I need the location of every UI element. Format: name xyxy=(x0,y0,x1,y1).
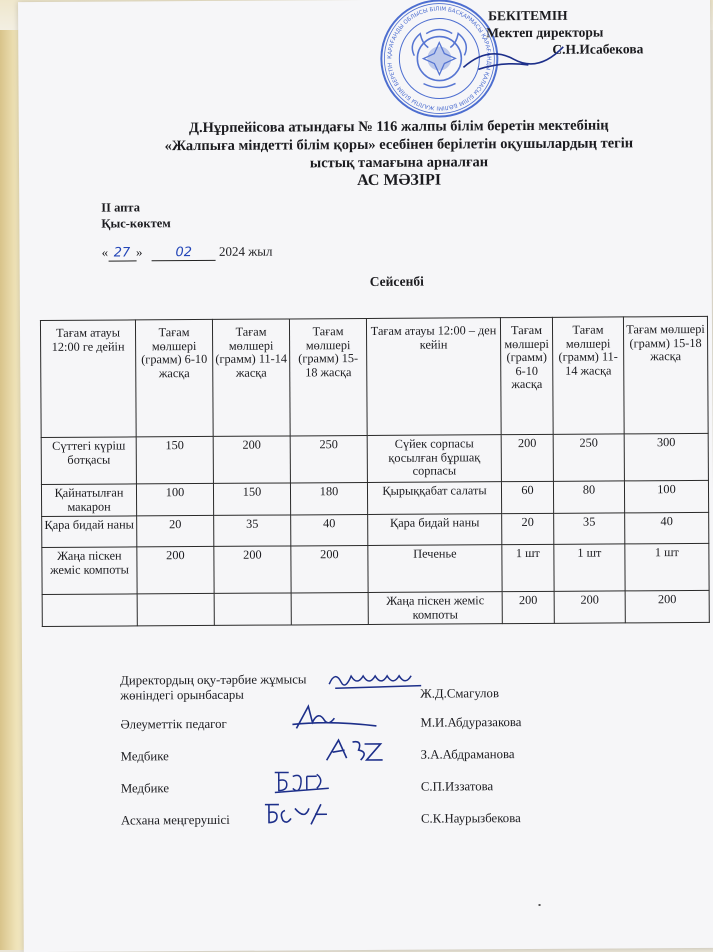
signatory-name: М.И.Абдуразакова xyxy=(420,715,522,730)
signatory-name: С.П.Иззатова xyxy=(420,779,494,794)
table-cell: 100 xyxy=(136,483,213,515)
table-cell xyxy=(137,593,214,625)
table-header-row xyxy=(40,316,708,437)
table-cell: Қырыққабат салаты xyxy=(367,482,501,515)
table-header: Тағам мөлшері (грамм) 6-10 жасқа xyxy=(135,319,213,436)
title-line-3: ыстық тамағына арналған xyxy=(309,154,489,172)
date-month: 02 xyxy=(152,245,216,261)
table-cell: 300 xyxy=(624,433,708,481)
table-cell: 35 xyxy=(214,515,291,546)
signature-deputy xyxy=(325,664,425,699)
table-cell: 100 xyxy=(624,480,708,513)
approval-name: С.Н.Исабекова xyxy=(552,41,644,57)
table-cell: 40 xyxy=(625,512,709,544)
table-cell: 1 шт xyxy=(502,544,554,591)
signatory-name: Ж.Д.Смагулов xyxy=(420,686,500,701)
table-cell xyxy=(214,593,291,625)
table-cell: 200 xyxy=(213,436,290,483)
director-signature xyxy=(458,39,568,80)
title-line-4: АС МӘЗІРІ xyxy=(357,171,442,190)
signature-social-pedagogue xyxy=(290,702,380,733)
table-row xyxy=(41,480,708,516)
table-cell: 150 xyxy=(136,436,213,483)
table-cell: 80 xyxy=(553,481,624,513)
signatory-name: З.А.Абдраманова xyxy=(420,747,515,762)
date-year: 2024 жыл xyxy=(218,243,273,259)
table-cell: 40 xyxy=(291,514,368,545)
table-cell: 250 xyxy=(553,434,624,481)
table-cell: Жаңа піскен жеміс компоты xyxy=(42,547,137,595)
table-cell: 200 xyxy=(137,546,214,593)
table-header: Тағам мөлшері (грамм) 11-14 жасқа xyxy=(552,317,624,434)
table-cell: 200 xyxy=(554,591,625,623)
approval-position: Мектеп директоры xyxy=(486,24,604,41)
signatory-role: Медбике xyxy=(120,749,169,764)
table-cell: 1 шт xyxy=(625,543,709,591)
date-open-quote: « xyxy=(101,244,109,260)
table-cell: 20 xyxy=(137,515,214,546)
table-cell: 150 xyxy=(213,483,290,515)
table-cell: 20 xyxy=(502,513,554,544)
date-day: 27 xyxy=(108,245,136,261)
table-cell: 200 xyxy=(502,591,554,623)
signature-nurse-2 xyxy=(271,768,331,796)
date-close-quote: » xyxy=(135,244,143,260)
table-cell xyxy=(42,594,137,627)
signatory-role: Директордың оқу-тәрбие жұмысы жөніндегі орынбасары xyxy=(120,672,307,703)
svg-text:ҚАРАҒАНДЫ ОБЛЫСЫ БІЛІМ БАСҚАРМ: ҚАРАҒАНДЫ ОБЛЫСЫ БІЛІМ БАСҚАРМАСЫ ҚАРАҒАНДЫ ҚАЛАСЫ БІЛІМ БӨЛІМІ ЖАЛПЫ БІЛІМ БЕРЕТІН xyxy=(387,6,492,111)
season-label: Қыс-көктем xyxy=(101,216,171,231)
paper-speck xyxy=(539,904,541,906)
table-cell: 180 xyxy=(290,482,367,514)
table-row xyxy=(42,543,709,594)
table-cell: Қайнатылған макарон xyxy=(41,484,136,517)
table-cell: 60 xyxy=(501,481,553,513)
title-line-1: Д.Нұрпейісова атындағы № 116 жалпы білім беретін мектебінің xyxy=(188,117,609,137)
table-cell: Жаңа піскен жеміс компоты xyxy=(368,592,502,625)
table-header: Тағам атауы 12:00 – ден кейін xyxy=(366,318,501,436)
table-cell: 1 шт xyxy=(554,544,625,591)
table-cell: Печенье xyxy=(368,545,502,593)
document-title xyxy=(119,116,679,191)
table-row xyxy=(41,433,708,484)
signatory-role: Медбике xyxy=(120,781,170,796)
table-header: Тағам мөлшері (грамм) 6-10 жасқа xyxy=(500,317,553,434)
table-cell: 200 xyxy=(501,434,553,481)
table-header: Тағам атауы 12:00 ге дейін xyxy=(40,320,136,438)
table-cell: Қара бидай наны xyxy=(42,516,137,548)
table-header: Тағам мөлшері (грамм) 15-18 жасқа xyxy=(623,316,708,434)
table-cell: Сүйек сорпасы қосылған бұршақ сорпасы xyxy=(367,435,501,483)
title-line-2: «Жалпыға міндетті білім қоры» есебінен берілетін оқушылардың тегін xyxy=(164,135,634,155)
table-row xyxy=(42,590,709,626)
table-cell xyxy=(291,592,368,624)
table-cell: 35 xyxy=(554,513,625,544)
table-cell: Қара бидай наны xyxy=(368,514,502,546)
week-label: ІІ апта xyxy=(101,200,140,215)
day-name: Сейсенбі xyxy=(369,273,424,289)
table-cell: 250 xyxy=(290,435,367,482)
signature-nurse-1 xyxy=(320,734,390,764)
table-cell: Сүттегі күріш ботқасы xyxy=(41,437,136,485)
table-cell: 200 xyxy=(291,545,368,592)
signatory-role: Әлеуметтік педагог xyxy=(120,716,227,732)
table-header: Тағам мөлшері (грамм) 15-18 жасқа xyxy=(289,318,367,435)
signatories xyxy=(120,670,640,828)
signature-canteen-head xyxy=(261,800,331,830)
menu-table xyxy=(40,316,710,627)
signatory-name: С.К.Наурызбекова xyxy=(420,811,521,826)
table-cell: 200 xyxy=(214,546,291,593)
table-header: Тағам мөлшері (грамм) 11-14 жасқа xyxy=(212,319,290,436)
menu-document xyxy=(18,0,713,952)
signatory-role: Асхана меңгерушісі xyxy=(120,812,230,828)
week-info xyxy=(101,199,171,231)
table-cell: 200 xyxy=(625,590,709,623)
table-row xyxy=(42,512,709,547)
approval-title: БЕКІТЕМІН xyxy=(488,7,568,24)
date-line xyxy=(101,244,272,262)
